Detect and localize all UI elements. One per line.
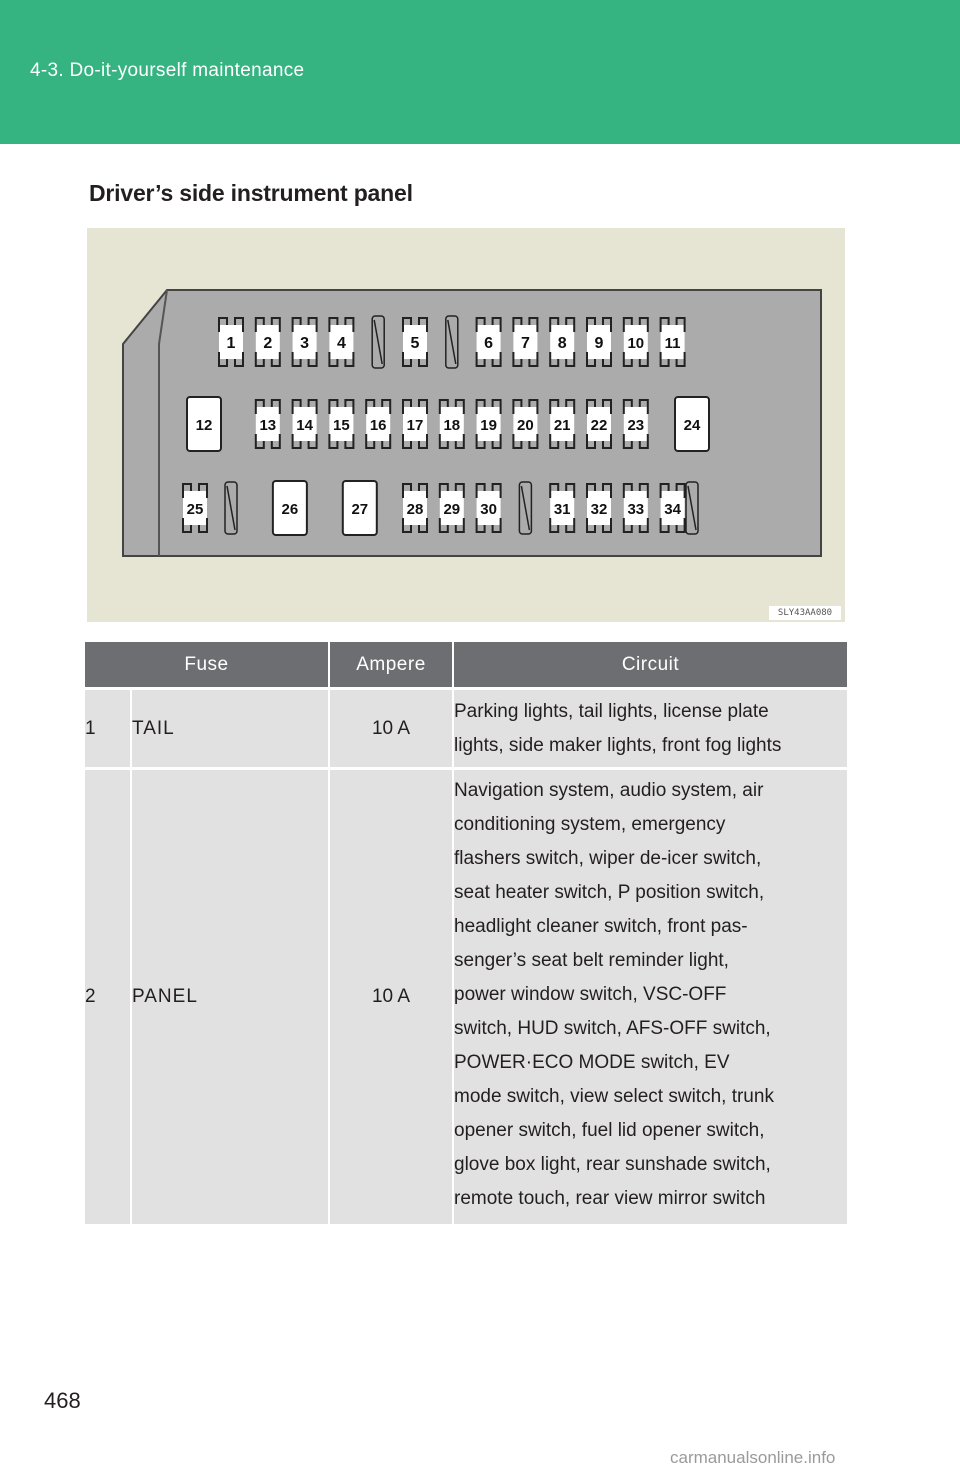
circuit-line: headlight cleaner switch, front pas- [454,916,748,937]
fuse-label: 7 [520,335,530,352]
fuse-6 [477,318,501,366]
circuit-line: Parking lights, tail lights, license plate [454,700,769,722]
fuse-ampere: 10 A [329,689,453,769]
circuit-line: power window switch, VSC-OFF [454,984,727,1005]
fuse-5 [403,318,427,366]
fuse-label: 34 [664,501,681,518]
circuit-line: conditioning system, emergency [454,814,726,835]
fuse-15 [329,400,353,448]
fuse-24 [675,397,709,451]
fuse-label: 10 [627,335,645,352]
fuse-label: 28 [406,501,424,518]
fuse-34 [661,484,685,532]
circuit-line: flashers switch, wiper de-icer switch, [454,848,762,869]
header-ampere: Ampere [329,642,453,689]
section-header [0,0,960,144]
fuse-1 [219,318,243,366]
fuse-circuit [453,689,847,769]
fuse-20 [513,400,537,448]
circuit-line: seat heater switch, P position switch, [454,882,765,903]
circuit-line: POWER·ECO MODE switch, EV [454,1052,730,1073]
fuse-label: 2 [263,335,273,352]
fuse-label: 33 [627,501,645,518]
fuse-33 [624,484,648,532]
fuse-box-diagram [87,228,845,622]
fuse-label: 1 [226,335,236,352]
fuse-32 [587,484,611,532]
fuse-label: 18 [443,417,461,434]
fuse-16 [366,400,390,448]
fuse-circuit [453,769,847,1226]
fuse-13 [256,400,280,448]
fuse-label: 8 [557,335,567,352]
fuse-11 [661,318,685,366]
circuit-line: senger’s seat belt reminder light, [454,950,729,971]
fuse-22 [587,400,611,448]
fuse-18 [440,400,464,448]
fuse-label: 15 [333,417,350,434]
page-title: Driver’s side instrument panel [89,180,413,206]
fuse-label: 26 [281,501,299,518]
fuse-box-svg [87,228,845,622]
fuse-label: 16 [369,417,387,434]
fuse-label: 30 [480,501,497,518]
fuse-12 [187,397,221,451]
header-fuse: Fuse [85,642,329,689]
fuse-14 [293,400,317,448]
fuse-name: TAIL [131,689,329,769]
fuse-label: 9 [594,335,604,352]
fuse-label: 22 [590,417,608,434]
footer-watermark: carmanualsonline.info [670,1448,836,1467]
fuse-26 [273,481,307,535]
fuse-label: 24 [683,417,701,434]
fuse-label: 6 [484,335,494,352]
fuse-2 [256,318,280,366]
fuse-label: 5 [410,335,420,352]
fuse-table-header [85,642,847,689]
fuse-label: 11 [664,335,681,352]
fuse-29 [440,484,464,532]
section-header-text: 4-3. Do-it-yourself maintenance [30,60,305,81]
circuit-line: remote touch, rear view mirror switch [454,1188,766,1209]
circuit-line: glove box light, rear sunshade switch, [454,1154,771,1175]
fuse-19 [477,400,501,448]
fuse-label: 20 [517,417,534,434]
figure-code: SLY43AA080 [769,606,841,620]
fuse-25 [183,484,207,532]
circuit-line: lights, side maker lights, front fog lights [454,734,782,756]
fuse-17 [403,400,427,448]
fuse-label: 12 [195,417,213,434]
fuse-27 [343,481,377,535]
fuse-23 [624,400,648,448]
fuse-28 [403,484,427,532]
fuse-9 [587,318,611,366]
fuse-label: 21 [553,417,571,434]
fuse-label: 29 [443,501,461,518]
fuse-label: 19 [480,417,497,434]
page-number: 468 [44,1388,81,1413]
fuse-number: 2 [85,769,131,1226]
fuse-label: 23 [627,417,645,434]
fuse-label: 3 [300,335,310,352]
fuse-4 [329,318,353,366]
fuse-8 [550,318,574,366]
fuse-label: 32 [590,501,608,518]
fuse-name: PANEL [131,769,329,1226]
fuse-table [85,642,847,1227]
circuit-line: switch, HUD switch, AFS-OFF switch, [454,1018,771,1039]
fuse-label: 17 [406,417,424,434]
header-circuit: Circuit [453,642,847,689]
fuse-7 [513,318,537,366]
table-row [85,769,847,1226]
fuse-10 [624,318,648,366]
fuse-ampere: 10 A [329,769,453,1226]
fuse-label: 4 [336,335,346,352]
circuit-line: mode switch, view select switch, trunk [454,1086,774,1107]
fuse-30 [477,484,501,532]
fuse-label: 14 [296,417,313,434]
fuse-3 [293,318,317,366]
circuit-line: opener switch, fuel lid opener switch, [454,1120,765,1141]
fuse-label: 13 [259,417,277,434]
fuse-label: 25 [186,501,204,518]
fuse-label: 31 [553,501,571,518]
circuit-line: Navigation system, audio system, air [454,780,764,801]
table-row [85,689,847,769]
fuse-number: 1 [85,689,131,769]
fuse-label: 27 [351,501,369,518]
fuse-31 [550,484,574,532]
fuse-21 [550,400,574,448]
